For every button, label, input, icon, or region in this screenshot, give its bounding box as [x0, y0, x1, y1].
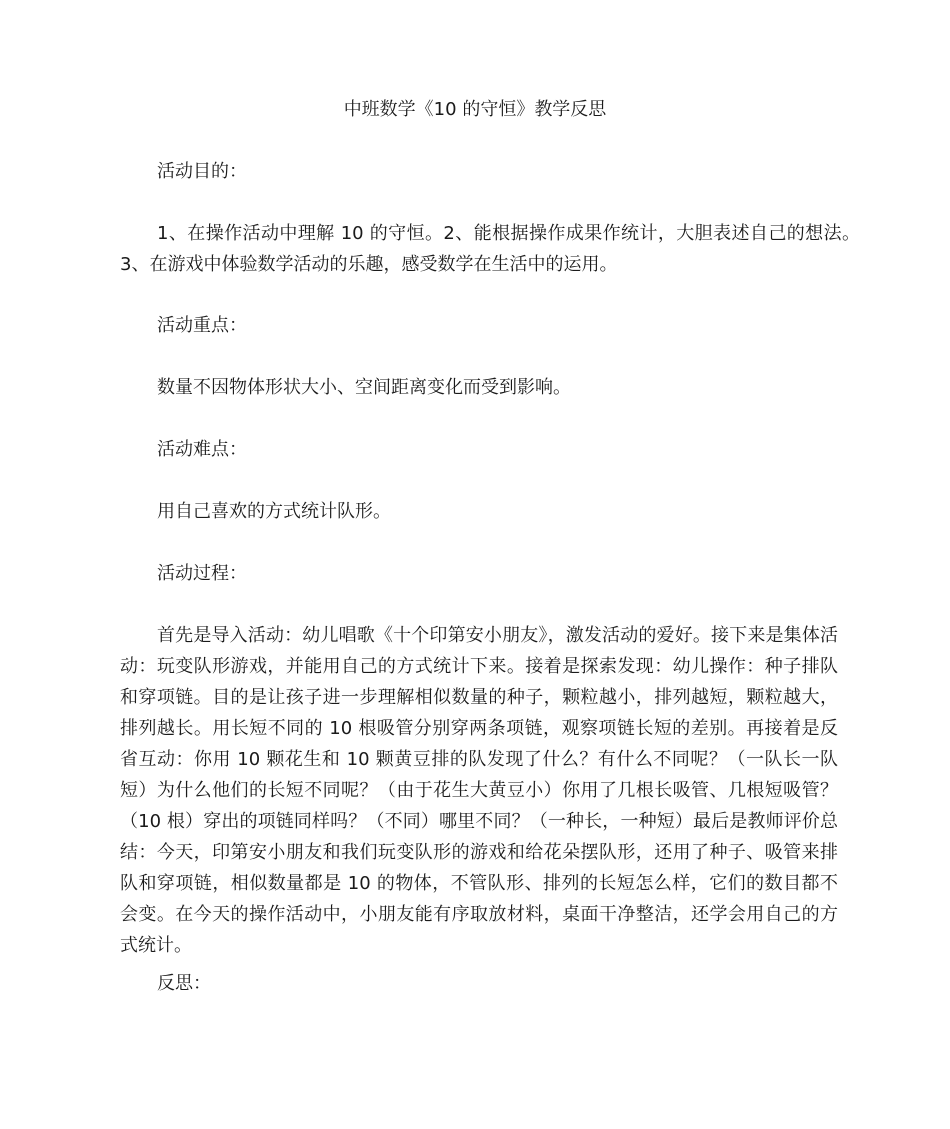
- document-title: 中班数学《10 的守恒》教学反思: [343, 99, 607, 120]
- section-body-process: 首先是导入活动：幼儿唱歌《十个印第安小朋友》，激发活动的爱好。接下来是集体活动：玩变队形游戏，并能用自己的方式统计下来。接着是探索发现：幼儿操作：种子排队和穿项链。目的是让孩子进一步理解相似数量的种子，颗粒越小，排列越短，颗粒越大，排列越长。用长短不同的 10 根吸管分别穿两条项链，观察项链长短的差别。再接着是反省互动：你用 10 颗花生和 10 颗黄豆排的队发现了什么？有什么不同呢？（一队长一队短）为什么他们的长短不同呢？（由于花生大黄豆小）你用了几根长吸管、几根短吸管？（10 根）穿出的项链同样吗？（不同）哪里不同？（一种长，一种短）最后是教师评价总结：今天，印第安小朋友和我们玩变队形的游戏和给花朵摆队形，还用了种子、吸管来排队和穿项链，相似数量都是 10 的物体，不管队形、排列的长短怎么样，它们的数目都不会变。在今天的操作活动中，小朋友能有序取放材料，桌面干净整洁，还学会用自己的方式统计。: [120, 625, 838, 956]
- section-label-difficulties: 活动难点：: [157, 439, 247, 460]
- section-label-key-points: 活动重点：: [157, 315, 247, 336]
- section-label-process: 活动过程：: [157, 563, 247, 584]
- section-body-key-points: 数量不因物体形状大小、空间距离变化而受到影响。: [157, 377, 571, 398]
- section-body-difficulties: 用自己喜欢的方式统计队形。: [157, 501, 391, 522]
- section-label-goals: 活动目的：: [157, 161, 247, 182]
- section-body-goals: 1、在操作活动中理解 10 的守恒。2、能根据操作成果作统计，大胆表述自己的想法。3、在游戏中体验数学活动的乐趣，感受数学在生活中的运用。: [120, 223, 860, 275]
- section-label-reflection: 反思：: [157, 973, 211, 994]
